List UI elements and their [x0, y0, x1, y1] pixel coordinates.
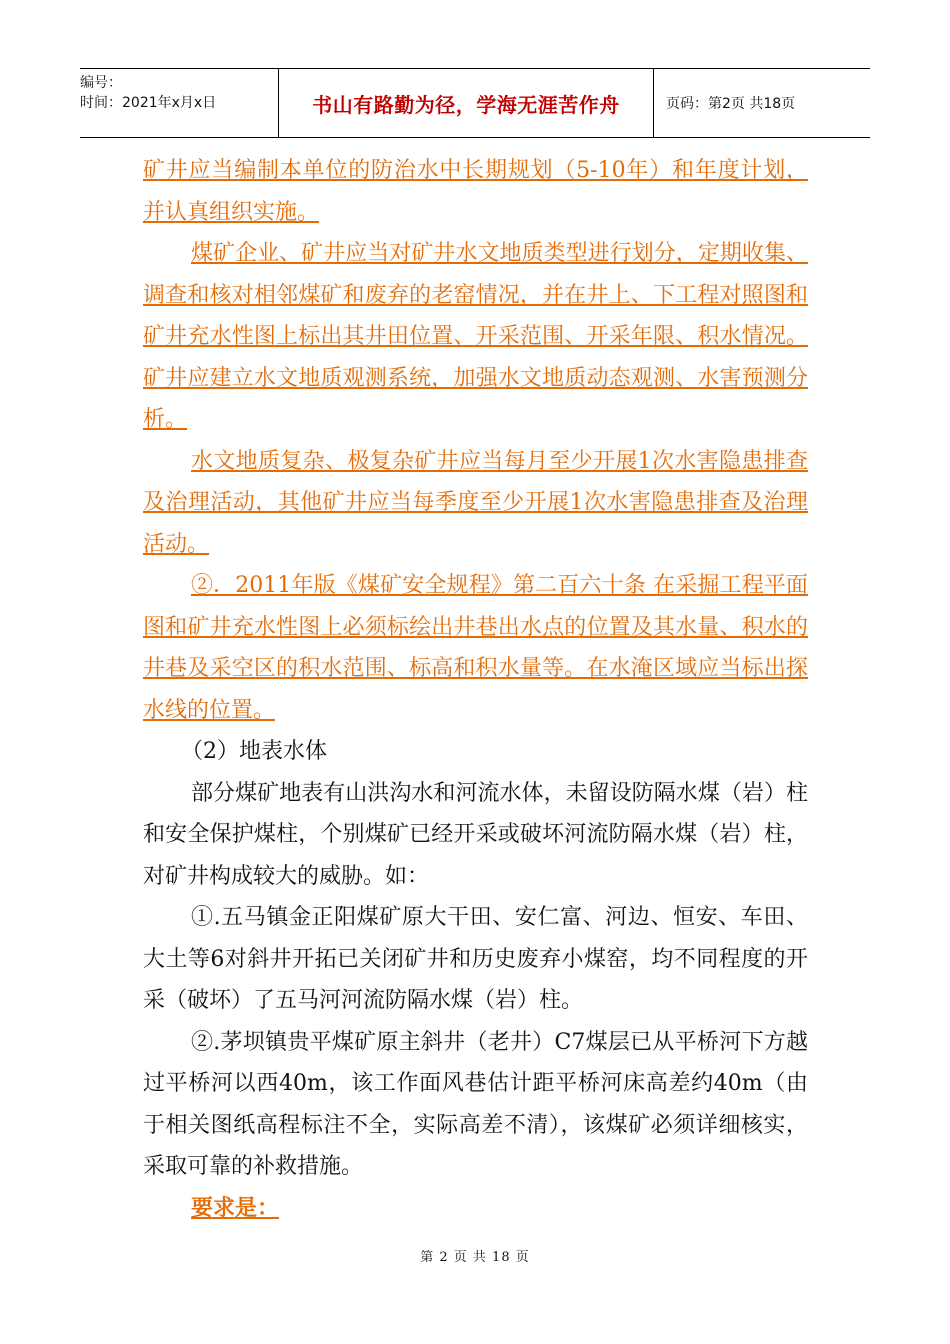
document-body [143, 150, 808, 1229]
header-page-label: 页码：第2页 共18页 [666, 96, 796, 112]
paragraph-example-2: ②.茅坝镇贵平煤矿原主斜井（老井）C7煤层已从平桥河下方越过平桥河以西40m，该工作面风巷估计距平桥河床高差约40m（由于相关图纸高程标注不全，实际高差不清），该煤矿必须详细核实，采取可靠的补救措施。 [143, 1029, 808, 1179]
doc-time-label: 时间：2021年x月x日 [80, 95, 217, 111]
paragraph-plan: 矿井应当编制本单位的防治水中长期规划（5-10年）和年度计划，并认真组织实施。 [143, 158, 808, 225]
paragraph-regulation: ②．2011年版《煤矿安全规程》第二百六十条 在采掘工程平面图和矿井充水性图上必须标绘出井巷出水点的位置及其水量、积水的井巷及采空区的积水范围、标高和积水量等。在水淹区域应当标出探水线的位置。 [143, 573, 808, 723]
paragraph-example-1: ①.五马镇金正阳煤矿原大干田、安仁富、河边、恒安、车田、大土等6对斜井开拓已关闭矿井和历史废弃小煤窑，均不同程度的开采（破坏）了五马河河流防隔水煤（岩）柱。 [143, 905, 808, 1013]
header-meta [80, 69, 278, 137]
requirements-heading: 要求是： [191, 1194, 280, 1221]
section-heading: （2）地表水体 [181, 739, 327, 764]
page-header [80, 68, 870, 138]
paragraph-inspection: 水文地质复杂、极复杂矿井应当每月至少开展1次水害隐患排查及治理活动，其他矿井应当每季度至少开展1次水害隐患排查及治理活动。 [143, 448, 808, 557]
page-footer: 第 2 页 共 18 页 [420, 1250, 530, 1265]
paragraph-hydro-type: 煤矿企业、矿井应当对矿井水文地质类型进行划分，定期收集、调查和核对相邻煤矿和废弃的老窑情况，并在井上、下工程对照图和矿井充水性图上标出其井田位置、开采范围、开采年限、积水情况。矿井应建立水文地质观测系统，加强水文地质动态观测、水害预测分析。 [143, 241, 808, 432]
header-motto: 书山有路勤为径，学海无涯苦作舟 [278, 69, 654, 137]
paragraph-surface-water: 部分煤矿地表有山洪沟水和河流水体，未留设防隔水煤（岩）柱和安全保护煤柱，个别煤矿已经开采或破坏河流防隔水煤（岩）柱，对矿井构成较大的威胁。如： [143, 780, 808, 889]
doc-number-label: 编号： [80, 75, 122, 91]
